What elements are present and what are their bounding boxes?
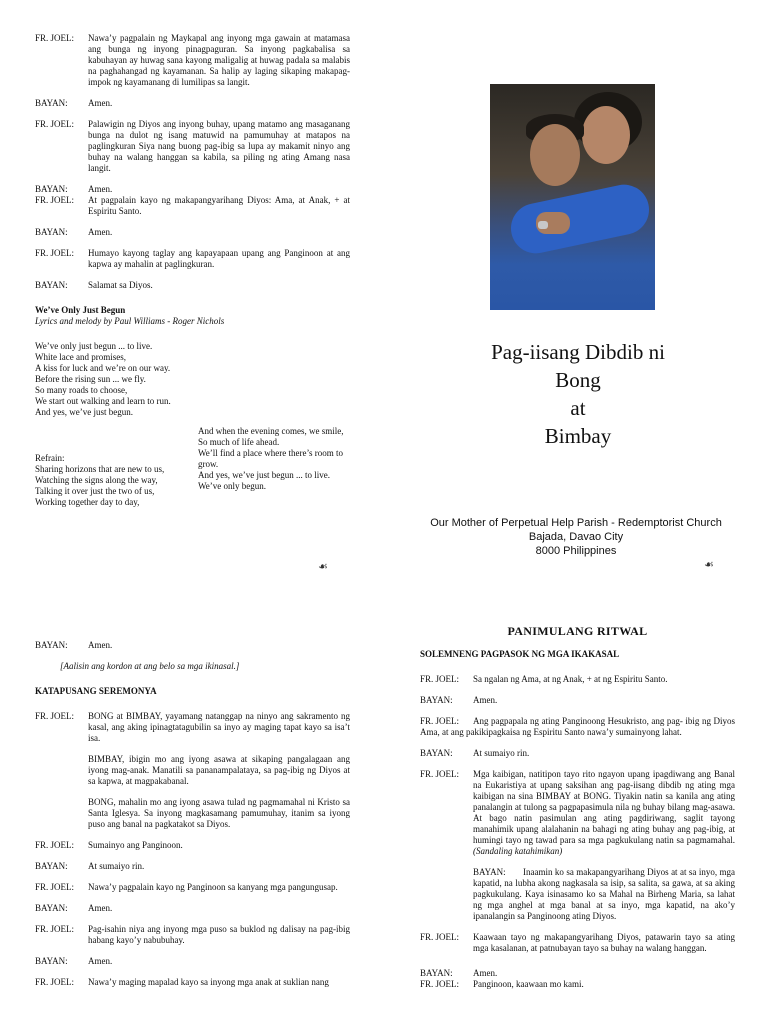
page-bottom-left xyxy=(35,640,350,998)
speaker: FR. JOEL: xyxy=(35,33,75,43)
intro-text: Mga kaibigan, natitipon tayo rito ngayon upang ipagdiwang ang Banal na Eukaristiya at upang saksihan ang pag-iisang dibdib ng ating mga kaibigan na sina BIMBAY at BONG. Tiyakin natin sa kanila ang ating panalangin at tulong sa pagpapasimula nila ng buhay bilang mag-asawa. At bago natin pasimulan ang ating pagdiriwang, saglit tayong manahimik upang alalahanin na bahagi ng ating buhay ang pag-ibig, at humingi tayo ng tawad para sa mga pagkukulang natin sa pagmamahal. xyxy=(473,769,735,845)
dialogue-line xyxy=(35,640,350,651)
dialogue-line xyxy=(420,695,735,706)
line-text: Amen. xyxy=(88,227,113,237)
lyric-line: Working together day to day, xyxy=(35,497,140,507)
lyric-line: Watching the signs along the way, xyxy=(35,475,158,485)
wristwatch xyxy=(538,221,548,229)
venue-line: Our Mother of Perpetual Help Parish - Redemptorist Church xyxy=(430,517,722,529)
dialogue-line xyxy=(420,748,735,759)
speaker: FR. JOEL: xyxy=(420,674,460,684)
speaker: BAYAN: xyxy=(35,861,68,871)
sub-heading: SOLEMNENG PAGPASOK NG MGA IKAKASAL xyxy=(420,649,620,659)
line-text xyxy=(473,769,735,857)
greeting-text xyxy=(420,716,735,738)
speaker: BAYAN: xyxy=(35,280,68,290)
line-text: Pag-isahin niya ang inyong mga puso sa buklod ng dalisay na pag-ibig habang kayo’y nabubuhay. xyxy=(88,924,350,945)
line-text: Panginoon, kaawaan mo kami. xyxy=(473,979,584,989)
line-text: Nawa’y pagpalain ng Maykapal ang inyong mga gawain at matamasa ang bunga ng inyong pinagpaguran. Sa inyong pagkabalisa sa kabuhayan ay huwag sana kayong maligalig at huwag padala sa malabis na paghahangad ng kayamanan. Sa halip ay laging sikaping makapag-impok ng kayamanang di lumilipas sa langit. xyxy=(88,33,350,87)
fleuron-ornament-icon: ☙ xyxy=(704,559,714,571)
line-text: Sa ngalan ng Ama, at ng Anak, + at ng Espiritu Santo. xyxy=(473,674,668,684)
dialogue-line xyxy=(35,184,350,195)
lyric-line: A kiss for luck and we’re on our way. xyxy=(35,363,171,373)
speaker: FR. JOEL: xyxy=(420,769,460,779)
dialogue-line xyxy=(35,195,350,217)
speaker: BAYAN: xyxy=(420,968,453,978)
dialogue-line xyxy=(420,968,735,979)
speaker: BAYAN: xyxy=(35,640,68,650)
speaker: FR. JOEL: xyxy=(420,979,460,989)
section-heading: KATAPUSANG SEREMONYA xyxy=(35,686,157,696)
couple-photo xyxy=(490,84,655,310)
speaker: FR. JOEL: xyxy=(35,248,75,258)
line-text: Kaawaan tayo ng makapangyarihang Diyos, patawarin tayo sa ating mga kasalanan, at patnubayan tayo sa buhay na walang hanggan. xyxy=(473,932,735,953)
dialogue-line xyxy=(35,227,350,238)
man-face xyxy=(530,124,580,186)
greeting-block xyxy=(420,716,735,738)
dialogue-line xyxy=(35,882,350,893)
line-text: Nawa’y maging mapalad kayo sa inyong mga anak at suklian nang xyxy=(88,977,329,987)
lyric-line: So many roads to choose, xyxy=(35,385,128,395)
title-line: Pag-iisang Dibdib ni xyxy=(491,340,665,364)
lyric-line: So much of life ahead. xyxy=(198,437,280,447)
line-text: Amen. xyxy=(88,903,113,913)
line-text: Ang pagpapala ng ating Panginoong Hesukristo, ang pag- ibig ng Diyos Ama, at ang pakikipagkaisa ng Espiritu Santo nawa’y sumainyong lahat. xyxy=(420,716,735,737)
line-text: Humayo kayong taglay ang kapayapaan upang ang Panginoon at ang kapwa ay mahalin at paglingkuran. xyxy=(88,248,350,269)
paragraph: BONG, mahalin mo ang iyong asawa tulad ng pagmamahal ni Kristo sa Santa Iglesya. Sa inyong magkasamang pamumuhay, itanim sa iyong puso ang banal na pagkatakot sa Diyos. xyxy=(88,797,350,829)
line-text: Amen. xyxy=(88,640,113,650)
lyric-line: And when the evening comes, we smile, xyxy=(198,426,344,436)
dialogue-line xyxy=(35,861,350,872)
line-text: Amen. xyxy=(473,968,498,978)
song-verse-two xyxy=(198,426,350,508)
dialogue-line xyxy=(35,280,350,291)
venue-line: Bajada, Davao City xyxy=(528,531,624,543)
song-verse xyxy=(35,341,350,418)
dialogue-line xyxy=(420,769,735,857)
page-top-left xyxy=(35,33,350,508)
line-text: Palawigin ng Diyos ang inyong buhay, upang matamo ang masaganang bunga na dulot ng isang matuwid na pamumuhay at matapos na paglingkuran Siya nang buong pag-ibig sa lupa ay makamit ninyo ang buhay na walang hanggan sa kabila, sa piling ng ating Amang nasa langit. xyxy=(88,119,350,173)
dialogue-line xyxy=(35,248,350,270)
speaker: FR. JOEL: xyxy=(35,711,75,721)
lyric-line: White lace and promises, xyxy=(35,352,126,362)
speaker: BAYAN: xyxy=(473,867,506,877)
lyric-line: Sharing horizons that are new to us, xyxy=(35,464,165,474)
lyric-line: And yes, we’ve just begun. xyxy=(35,407,133,417)
dialogue-line xyxy=(35,119,350,174)
speaker: FR. JOEL: xyxy=(420,716,460,726)
speaker: FR. JOEL: xyxy=(35,924,75,934)
dialogue-line xyxy=(35,711,350,830)
woman-face xyxy=(582,106,630,164)
lyric-line: We’ve only just begun ... to live. xyxy=(35,341,153,351)
song-refrain xyxy=(35,426,198,508)
paragraph: BONG at BIMBAY, yayamang natanggap na ninyo ang sakramento ng kasal, ang aking ipinagtatagubilin sa inyo ay maging tapat kayo sa isa’t isa. xyxy=(88,711,350,743)
dialogue-line xyxy=(420,979,735,990)
line-text: At sumaiyo rin. xyxy=(88,861,145,871)
title-line: Bimbay xyxy=(544,424,612,448)
line-text: Nawa’y pagpalain kayo ng Panginoon sa kanyang mga pangungusap. xyxy=(88,882,338,892)
speaker: BAYAN: xyxy=(420,695,453,705)
dialogue-line xyxy=(35,903,350,914)
embracing-arms xyxy=(506,180,653,258)
line-text: Amen. xyxy=(88,184,113,194)
booklet-title xyxy=(469,338,687,450)
line-text: At sumaiyo rin. xyxy=(473,748,530,758)
line-text: At pagpalain kayo ng makapangyarihang Diyos: Ama, at Anak, + at Espiritu Santo. xyxy=(88,195,350,216)
exhortation xyxy=(88,711,350,830)
song-credit: Lyrics and melody by Paul Williams - Roger Nichols xyxy=(35,316,225,326)
title-line: Bong xyxy=(555,368,601,392)
dialogue-line xyxy=(35,977,350,988)
speaker: FR. JOEL: xyxy=(420,932,460,942)
speaker: BAYAN: xyxy=(35,98,68,108)
lyric-line: We start out walking and learn to run. xyxy=(35,396,171,406)
dialogue-line xyxy=(35,956,350,967)
lyric-line: Before the rising sun ... we fly. xyxy=(35,374,146,384)
fleuron-ornament-icon: ☙ xyxy=(318,561,328,573)
speaker: FR. JOEL: xyxy=(35,882,75,892)
speaker: BAYAN: xyxy=(420,748,453,758)
dialogue-line xyxy=(420,932,735,954)
rubric-note: [Aalisin ang kordon at ang belo sa mga ikinasal.] xyxy=(60,661,240,671)
section-heading: PANIMULANG RITWAL xyxy=(507,624,648,638)
lyric-line: We’ve only begun. xyxy=(198,481,267,491)
speaker: FR. JOEL: xyxy=(35,119,75,129)
line-text: Inaamin ko sa makapangyarihang Diyos at at sa inyo, mga kapatid, na lubha akong nagkasala sa isip, sa salita, sa gawa, at sa aking pagkukulang. Kaya isinasamo ko sa Mahal na Birheng Maria, sa lahat ng mga anghel at mga banal at sa inyo, mga kapatid, na ako’y ipanalangin sa Panginoong ating Diyos. xyxy=(473,867,735,921)
lyric-line: We’ll find a place where there’s room to grow. xyxy=(198,448,343,469)
dialogue-line xyxy=(35,33,350,88)
dialogue-line xyxy=(35,840,350,851)
speaker: BAYAN: xyxy=(35,903,68,913)
confiteor-block xyxy=(473,867,735,922)
dialogue-line xyxy=(35,98,350,109)
line-text: Salamat sa Diyos. xyxy=(88,280,153,290)
venue-address xyxy=(384,516,768,558)
line-text: Amen. xyxy=(88,956,113,966)
song-columns xyxy=(35,426,350,508)
line-text: Sumainyo ang Panginoon. xyxy=(88,840,183,850)
song-title: We’ve Only Just Begun xyxy=(35,305,126,315)
lyric-line: Talking it over just the two of us, xyxy=(35,486,155,496)
speaker: FR. JOEL: xyxy=(35,977,75,987)
lyric-line: And yes, we’ve just begun ... to live. xyxy=(198,470,330,480)
dialogue-line xyxy=(420,674,735,685)
rubric-note: (Sandaling katahimikan) xyxy=(473,846,563,856)
line-text: Amen. xyxy=(88,98,113,108)
paragraph: BIMBAY, ibigin mo ang iyong asawa at sikaping pangalagaan ang iyong mag-anak. Manatili sa pananampalataya, sa pag-ibig ng Diyos at sa kapwa, at magpakabanal. xyxy=(88,754,350,786)
speaker: FR. JOEL: xyxy=(35,195,75,205)
speaker: FR. JOEL: xyxy=(35,840,75,850)
line-text: Amen. xyxy=(473,695,498,705)
page-bottom-right xyxy=(420,626,735,990)
speaker: BAYAN: xyxy=(35,227,68,237)
venue-line: 8000 Philippines xyxy=(535,545,617,557)
speaker: BAYAN: xyxy=(35,956,68,966)
lyric-line: Refrain: xyxy=(35,453,65,463)
title-line: at xyxy=(570,396,586,420)
page-cover xyxy=(384,0,768,580)
dialogue-line xyxy=(35,924,350,946)
speaker: BAYAN: xyxy=(35,184,68,194)
